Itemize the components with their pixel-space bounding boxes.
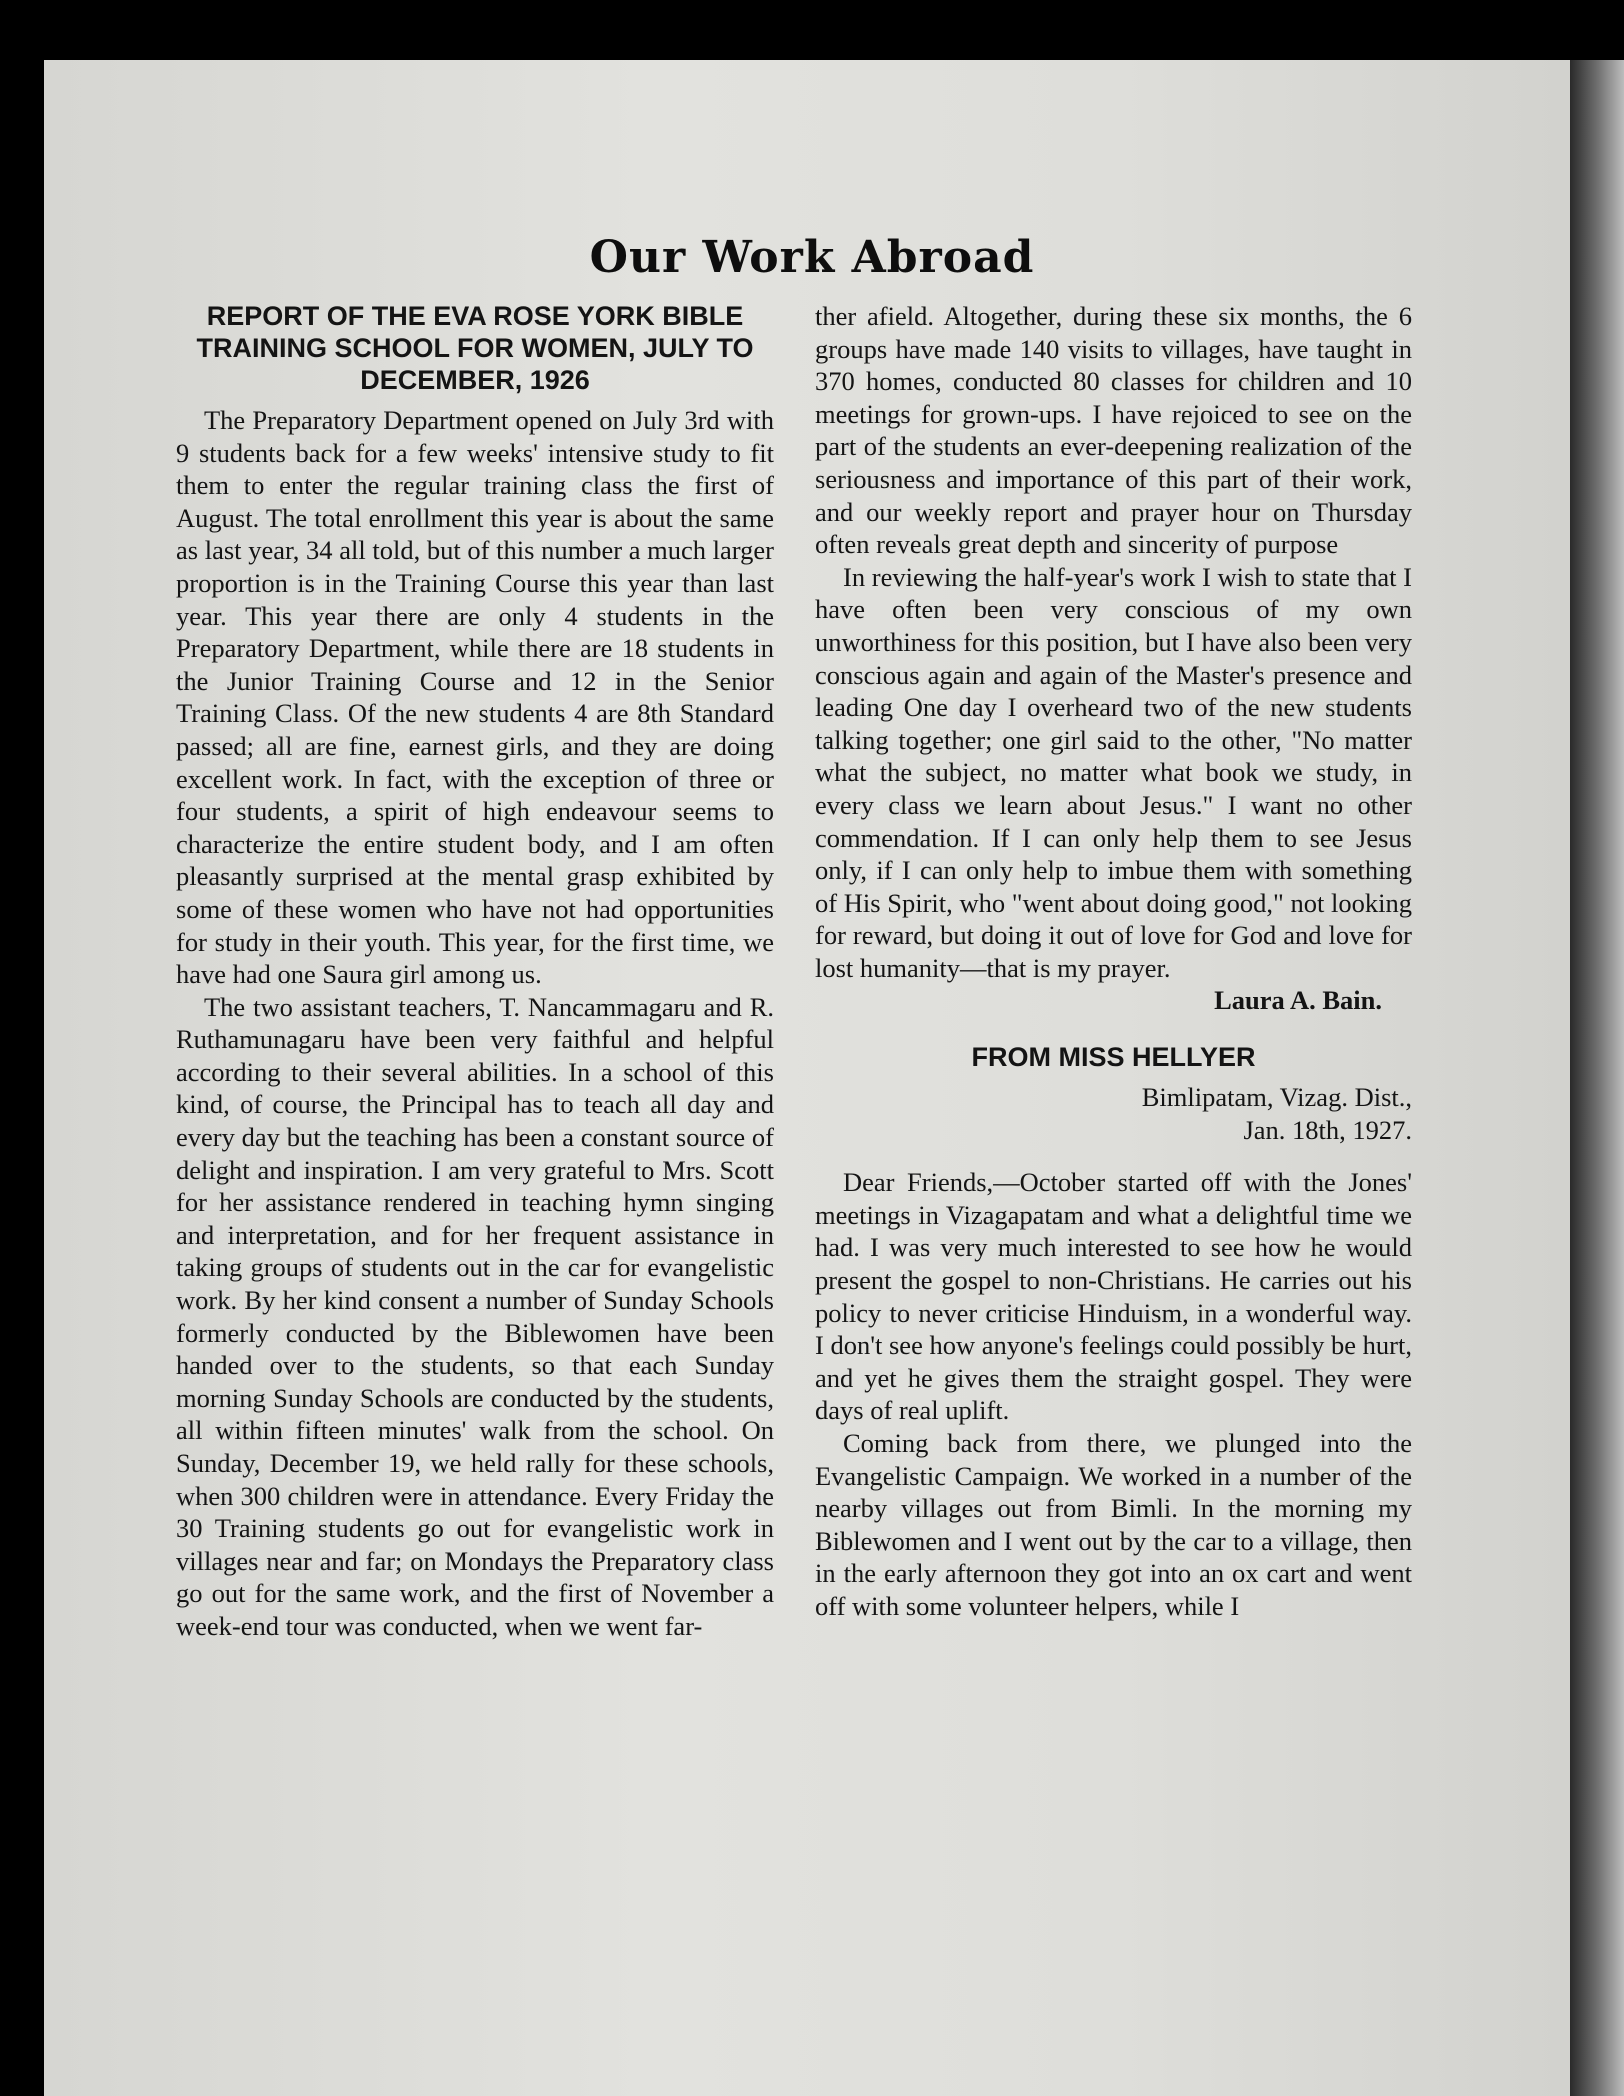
article-continuation: ther afield. Altogether, during these six months, the 6 groups have made 140 visits to villages, have taught in 370 homes, conducted 80 classes for children and 10 meetings for grown-ups. I have rejoiced to see on the part of the students an ever-deepening realization of the seriousness and importance of this part of their work, and our weekly report and prayer hour on Thursday often reveals great depth and sincerity of purpose — [815, 301, 1412, 560]
letter-headline: FROM MISS HELLYER — [971, 1042, 1256, 1073]
article-paragraph: The Preparatory Department opened on July 3rd with 9 students back for a few weeks' intensive study to fit them to enter the regular training class the first of August. The total enrollment this year is about the same as last year, 34 all told, but of this number a much larger proportion is in the Training Course this year than last year. This year there are only 4 students in the Preparatory Department, while there are 18 students in the Junior Training Course and 12 in the Senior Training Class. Of the new students 4 are 8th Standard passed; all are fine, earnest girls, and they are doing excellent work. In fact, with the exception of three or four students, a spirit of high endeavour seems to characterize the entire student body, and I am often pleasantly surprised at the mental grasp exhibited by some of these women who have not had opportunities for study in their youth. This year, for the first time, we have had one Saura girl among us. — [176, 405, 774, 990]
article-paragraph: In reviewing the half-year's work I wish to state that I have often been very conscious of my own unworthiness for this position, but I have also been very conscious again and again of the Master's presence and leading One day I overheard two of the new students talking together; one girl said to the other, "No matter what the subject, no matter what book we study, in every class we learn about Jesus." I want no other commendation. If I can only help them to see Jesus only, if I can only help to imbue them with something of His Spirit, who "went about doing good," not looking for reward, but doing it out of love for God and love for lost humanity—that is my prayer. — [815, 561, 1412, 983]
letter-date: Jan. 18th, 1927. — [1243, 1114, 1412, 1145]
article-paragraph: The two assistant teachers, T. Nancammagaru and R. Ruthamunagaru have been very faithful and helpful according to their several abilities. In a school of this kind, of course, the Principal has to teach all day and every day but the teaching has been a constant source of delight and inspiration. I am very grateful to Mrs. Scott for her assistance rendered in teaching hymn singing and interpretation, and for her frequent assistance in taking groups of students out in the car for evangelistic work. By her kind consent a number of Sunday Schools formerly conducted by the Biblewomen have been handed over to the students, so that each Sunday morning Sunday Schools are conducted by the students, all within fifteen minutes' walk from the school. On Sunday, December 19, we held rally for these schools, when 300 children were in attendance. Every Friday the 30 Training students go out for evangelistic work in villages near and far; on Mondays the Preparatory class go out for the same work, and the first of November a week-end tour was conducted, when we went far- — [176, 991, 774, 1641]
letter-place: Bimlipatam, Vizag. Dist., — [1141, 1082, 1412, 1113]
author-signature: Laura A. Bain. — [1214, 985, 1382, 1016]
article-headline: REPORT OF THE EVA ROSE YORK BIBLE TRAINING SCHOOL FOR WOMEN, JULY TO DECEMBER, 1926 — [196, 301, 754, 395]
right-column — [815, 300, 1412, 1623]
left-column — [176, 300, 774, 1643]
section-masthead: Our Work Abroad — [589, 232, 1035, 283]
letter-paragraph: Dear Friends,—October started off with the Jones' meetings in Vizagapatam and what a delightful time we had. I was very much interested to see how he would present the gospel to non-Christians. He carries out his policy to never criticise Hinduism, in a wonderful way. I don't see how anyone's feelings could possibly be hurt, and yet he gives them the straight gospel. They were days of real uplift. — [815, 1167, 1412, 1426]
letter-paragraph: Coming back from there, we plunged into the Evangelistic Campaign. We worked in a number of the nearby villages out from Bimli. In the morning my Biblewomen and I went out by the car to a village, then in the early afternoon they got into an ox cart and went off with some volunteer helpers, while I — [815, 1428, 1412, 1621]
page-edge-shadow — [1570, 60, 1624, 2096]
